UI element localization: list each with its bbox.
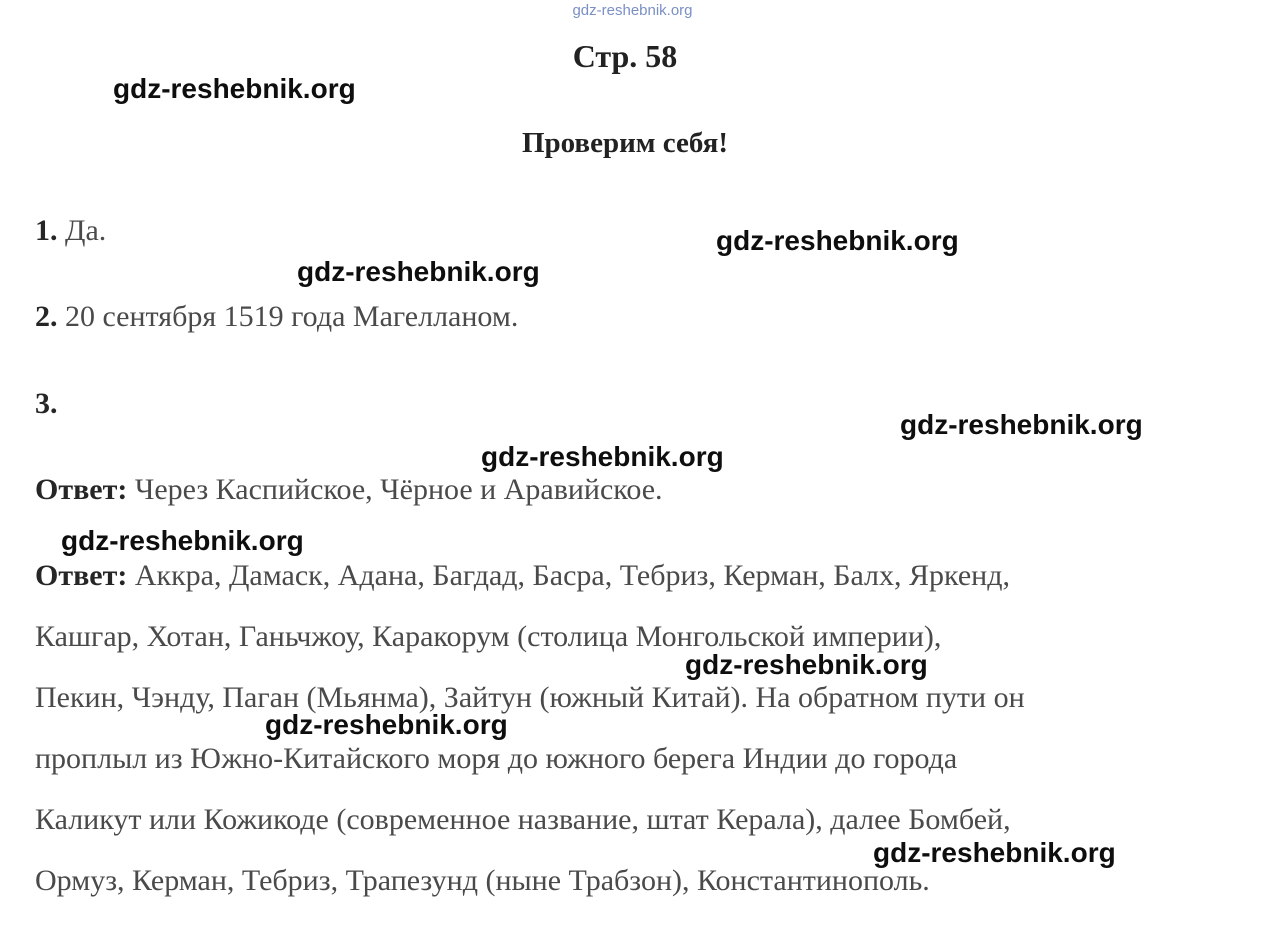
answer-number: 3. xyxy=(35,387,58,420)
watermark-text: gdz-reshebnik.org xyxy=(685,649,928,680)
watermark-text: gdz-reshebnik.org xyxy=(61,525,304,556)
answer-1 xyxy=(35,212,106,250)
top-watermark: gdz-reshebnik.org xyxy=(572,2,693,19)
answer-5-line-6: Ормуз, Керман, Тебриз, Трапезунд (ныне Трабзон), Константинополь. xyxy=(35,864,930,897)
watermark-text: gdz-reshebnik.org xyxy=(265,709,508,740)
answer-4 xyxy=(35,471,663,509)
answer-3 xyxy=(35,385,58,423)
answer-5-line-2: Кашгар, Хотан, Ганьчжоу, Каракорум (столица Монгольской империи), xyxy=(35,620,942,653)
answer-5 xyxy=(35,557,1010,595)
watermark-text: gdz-reshebnik.org xyxy=(716,225,959,256)
answer-text: Да. xyxy=(57,214,107,247)
watermark-text: gdz-reshebnik.org xyxy=(297,256,540,287)
watermark-text: gdz-reshebnik.org xyxy=(873,837,1116,868)
answer-text: Через Каспийское, Чёрное и Аравийское. xyxy=(127,473,663,506)
answer-number: 2. xyxy=(35,300,58,333)
answer-number: 1. xyxy=(35,214,58,247)
answer-5-line-3: Пекин, Чэнду, Паган (Мьянма), Зайтун (южный Китай). На обратном пути он xyxy=(35,681,1025,714)
answer-label: Ответ: xyxy=(35,473,128,506)
answer-label: Ответ: xyxy=(35,559,128,592)
watermark-text: gdz-reshebnik.org xyxy=(900,409,1143,440)
watermark-text: gdz-reshebnik.org xyxy=(113,73,356,104)
answer-5-line-4: проплыл из Южно-Китайского моря до южного берега Индии до города xyxy=(35,742,958,775)
watermark-text: gdz-reshebnik.org xyxy=(481,441,724,472)
answer-5-line-5: Каликут или Кожикоде (современное название, штат Керала), далее Бомбей, xyxy=(35,803,1011,836)
answer-text: 20 сентября 1519 года Магелланом. xyxy=(57,300,519,333)
answer-2 xyxy=(35,298,518,336)
page-number: Стр. 58 xyxy=(572,38,678,74)
section-title: Проверим себя! xyxy=(521,127,729,159)
answer-text: Аккра, Дамаск, Адана, Багдад, Басра, Тебриз, Керман, Балх, Яркенд, xyxy=(127,559,1010,592)
